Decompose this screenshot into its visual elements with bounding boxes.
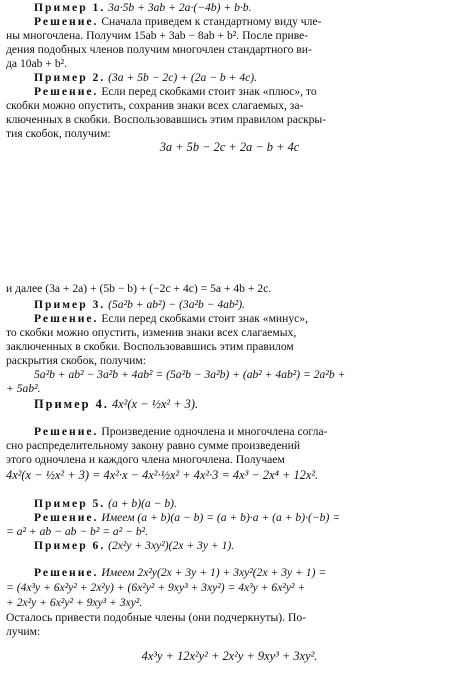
solution-label: Решение.	[34, 566, 99, 579]
example-label: Пример 3.	[34, 298, 106, 311]
text-line: сно распределительному закону равно сумме произведений	[6, 439, 301, 452]
formula-line: = a² + ab − ab − b² = a² − b².	[6, 525, 149, 538]
text-line: Имеем 2x²y(2x + 3y + 1) + 3xy²(2x + 3y + 1) =	[98, 566, 327, 579]
text-line: ключенных в скобки. Воспользовавшись этим правилом раскры-	[6, 113, 327, 126]
text-line: заключенных в скобки. Воспользовавшись этим правилом	[6, 340, 294, 353]
text-line: этого одночлена и каждого члена многочлена. Получаем	[6, 453, 285, 466]
formula-line: 5a²b + ab² − 3a²b + 4ab² = (5a²b − 3a²b) + (ab² + 4ab²) = 2a²b +	[34, 368, 346, 381]
solution-5-line	[34, 511, 453, 524]
text-line: Имеем (a + b)(a − b) = (a + b)·a + (a + b)·(−b) =	[98, 511, 341, 524]
example-label: Пример 2.	[34, 71, 106, 84]
text-line: и далее (3a + 2a) + (5b − b) + (−2c + 4c) = 5a + 4b + 2c.	[6, 282, 272, 295]
example-expression: (a + b)(a − b).	[105, 497, 177, 510]
example-3-line	[34, 298, 453, 311]
formula-line: + 2x²y + 6x²y² + 9xy³ + 3xy².	[6, 596, 143, 609]
example-1-line	[34, 1, 453, 14]
solution-3-line	[34, 312, 453, 325]
formula-line: + 5ab².	[6, 382, 41, 395]
example-expression: (2x²y + 3xy²)(2x + 3y + 1).	[105, 539, 235, 552]
example-expression: (3a + 5b − 2c) + (2a − b + 4c).	[105, 71, 258, 84]
example-label: Пример 4.	[34, 398, 109, 411]
text-line: дения подобных членов получим многочлен стандартного ви-	[6, 43, 312, 56]
text-line: да 10ab + b².	[6, 57, 67, 70]
example-expression: (5a²b + ab²) − (3a²b − 4ab²).	[105, 298, 246, 311]
text-line: Если перед скобками стоит знак «минус»,	[98, 312, 308, 325]
solution-2-line	[34, 85, 453, 98]
text-line: Осталось привести подобные члены (они подчеркнуты). По-	[6, 611, 306, 624]
text-line: ны многочлена. Получим 15ab + 3ab − 8ab + b². После приве-	[6, 29, 309, 42]
formula-display: 4x³y + 12x²y² + 2x²y + 9xy³ + 3xy².	[141, 650, 318, 663]
text-line: Произведение одночлена и многочлена согла-	[98, 425, 328, 438]
text-line: лучим:	[6, 625, 41, 638]
text-line: скобки можно опустить, сохранив знаки всех слагаемых, за-	[6, 99, 304, 112]
solution-4-line	[34, 425, 453, 438]
example-2-line	[34, 71, 453, 84]
example-expression: 3a·5b + 3ab + 2a·(−4b) + b·b.	[105, 1, 252, 14]
solution-1-line	[34, 15, 453, 28]
formula-display: 3a + 5b − 2c + 2a − b + 4c	[159, 141, 300, 154]
text-line: то скобки можно опустить, изменив знаки всех слагаемых,	[6, 326, 297, 339]
text-line: Если перед скобками стоит знак «плюс», то	[98, 85, 317, 98]
example-label: Пример 1.	[34, 1, 106, 14]
solution-label: Решение.	[34, 511, 99, 524]
example-label: Пример 5.	[34, 497, 106, 510]
text-line: тия скобок, получим:	[6, 127, 111, 140]
example-6-line	[34, 539, 453, 552]
formula-line: 4x²(x − ½x² + 3) = 4x²·x − 4x²·½x² + 4x²·3 = 4x³ − 2x⁴ + 12x².	[6, 469, 319, 482]
example-4-line	[34, 398, 453, 412]
text-line: Сначала приведем к стандартному виду чле-	[98, 15, 322, 28]
formula-line: = (4x³y + 6x²y² + 2x²y) + (6x²y² + 9xy³ + 3xy²) = 4x³y + 6x²y² +	[6, 581, 306, 594]
solution-6-line	[34, 566, 453, 579]
example-expression: 4x²(x − ½x² + 3).	[108, 398, 199, 411]
example-5-line	[34, 497, 453, 510]
example-label: Пример 6.	[34, 539, 106, 552]
solution-label: Решение.	[34, 15, 99, 28]
text-line: раскрытия скобок, получим:	[6, 354, 146, 367]
solution-label: Решение.	[34, 85, 99, 98]
solution-label: Решение.	[34, 312, 99, 325]
solution-label: Решение.	[34, 425, 99, 438]
